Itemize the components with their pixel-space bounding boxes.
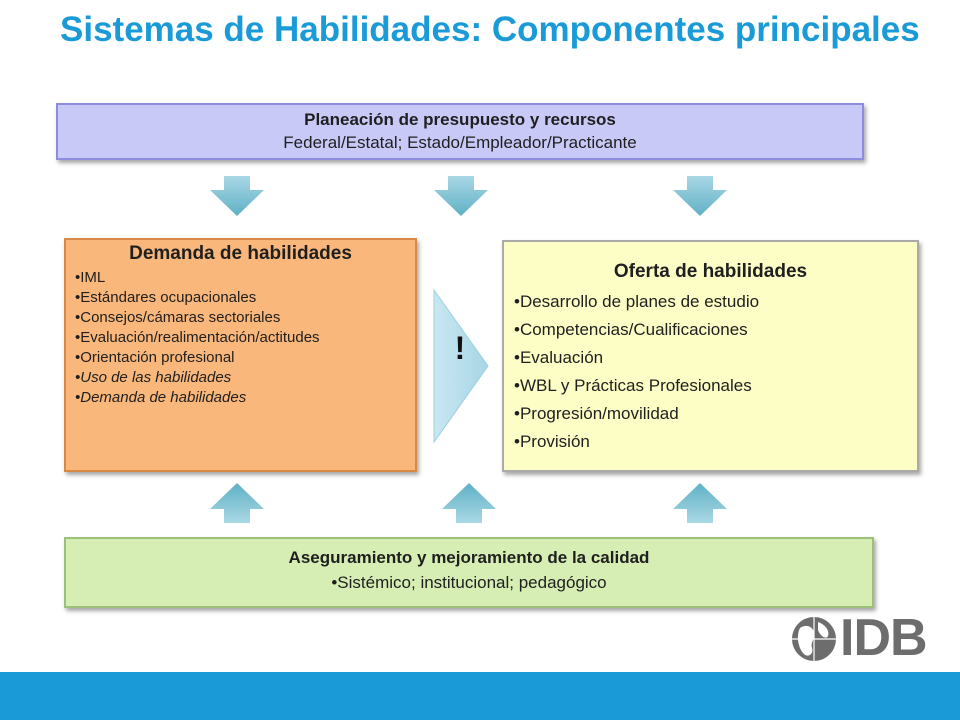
budget-subtitle: Federal/Estatal; Estado/Empleador/Practicante [283, 133, 637, 152]
list-item: •Consejos/cámaras sectoriales [75, 309, 281, 326]
up-arrow-right [671, 481, 729, 525]
list-item: •IML [75, 269, 106, 286]
list-item: •Provisión [514, 432, 590, 451]
quality-assurance-box [64, 537, 874, 608]
slide-title: Sistemas de Habilidades: Componentes principales [60, 10, 920, 49]
budget-heading: Planeación de presupuesto y recursos [304, 110, 616, 129]
idb-logo-text: IDB [840, 609, 927, 667]
connector-mark: ! [454, 330, 466, 366]
budget-planning-box [56, 103, 864, 160]
list-item: •Evaluación [514, 348, 604, 367]
list-item: •Uso de las habilidades [75, 369, 232, 386]
skills-demand-box [64, 238, 417, 472]
list-item: •WBL y Prácticas Profesionales [514, 376, 752, 395]
demand-list [66, 268, 415, 408]
list-item: •Demanda de habilidades [75, 389, 247, 406]
list-item: •Orientación profesional [75, 349, 235, 366]
down-arrow-center [432, 174, 490, 218]
list-item: •Progresión/movilidad [514, 404, 679, 423]
list-item: •Evaluación/realimentación/actitudes [75, 329, 320, 346]
up-arrow-left [208, 481, 266, 525]
quality-subtitle: •Sistémico; institucional; pedagógico [331, 573, 607, 592]
up-arrow-center [440, 481, 498, 525]
skills-supply-box [502, 240, 919, 472]
list-item: •Competencias/Cualificaciones [514, 320, 748, 339]
down-arrow-right [671, 174, 729, 218]
demand-heading: Demanda de habilidades [129, 243, 352, 264]
list-item: •Desarrollo de planes de estudio [514, 292, 760, 311]
supply-list [504, 288, 917, 456]
down-arrow-left [208, 174, 266, 218]
list-item: •Estándares ocupacionales [75, 289, 257, 306]
globe-icon [790, 614, 838, 664]
footer-bar [0, 672, 960, 720]
supply-heading: Oferta de habilidades [613, 261, 808, 282]
quality-heading: Aseguramiento y mejoramiento de la calidad [288, 548, 650, 567]
